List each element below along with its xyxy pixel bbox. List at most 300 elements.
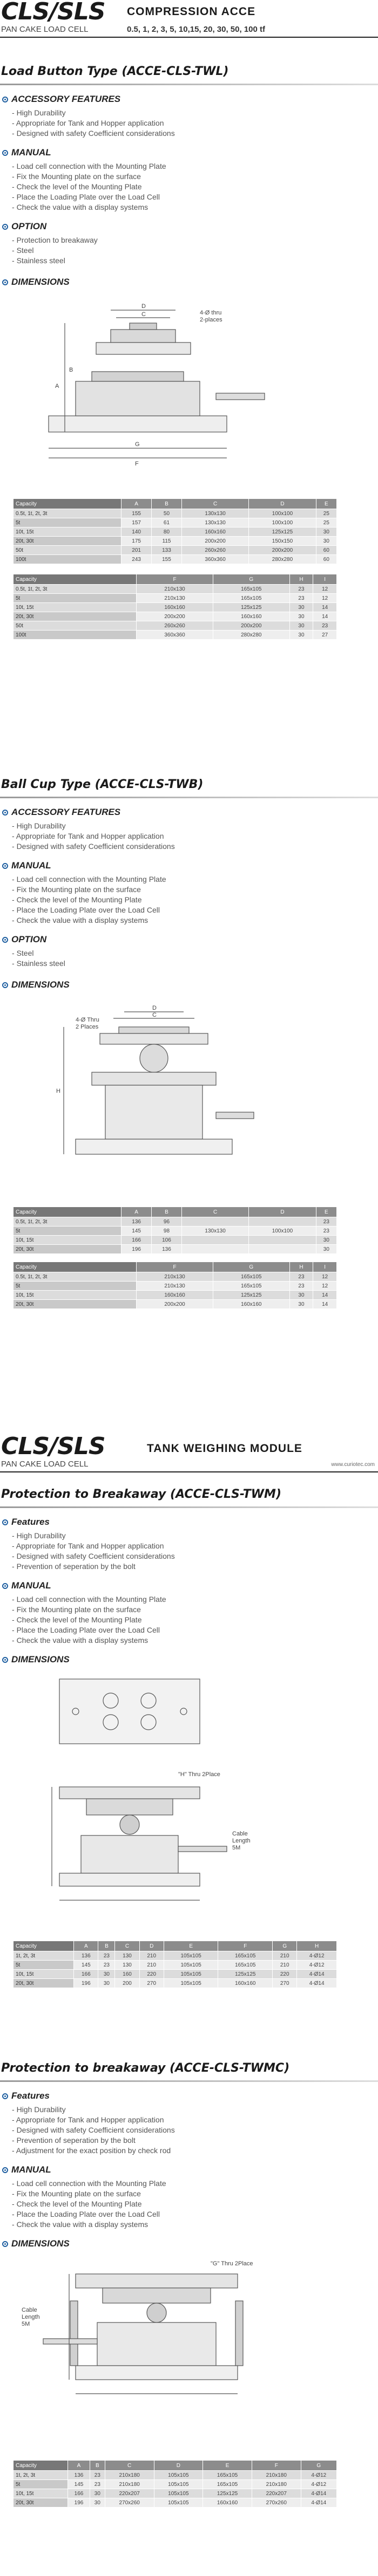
heading-features: Features xyxy=(11,1517,50,1527)
heading-dimensions: DIMENSIONS xyxy=(11,277,70,287)
cell: 60 xyxy=(316,555,336,564)
table-header: B xyxy=(90,2461,105,2471)
bullet-icon xyxy=(2,937,8,943)
label-f: F xyxy=(135,461,139,467)
cell: 100t xyxy=(14,555,122,564)
cell: 105x105 xyxy=(164,1979,218,1988)
cell: 136 xyxy=(122,1217,152,1227)
table-header: Capacity xyxy=(14,1941,74,1951)
cell: 280x280 xyxy=(249,555,316,564)
cell: 220x207 xyxy=(105,2489,154,2498)
table-header: B xyxy=(152,499,182,509)
cell: 5t xyxy=(14,594,137,603)
cell: 360x360 xyxy=(137,631,213,640)
cell: 105x105 xyxy=(154,2498,203,2508)
manual-list xyxy=(12,874,378,926)
table-row xyxy=(14,2498,337,2508)
table-row xyxy=(14,1282,337,1291)
list-item: - Check the level of the Mounting Plate xyxy=(12,182,378,192)
heading-manual: MANUAL xyxy=(11,147,51,157)
divider xyxy=(0,2080,378,2082)
table-header: Capacity xyxy=(14,574,137,585)
cell: 166 xyxy=(68,2489,90,2498)
cell: 30 xyxy=(289,631,313,640)
cell xyxy=(181,1217,248,1227)
cell: 30 xyxy=(289,621,313,631)
list-item: - Check the value with a display systems xyxy=(12,1635,378,1646)
table-row xyxy=(14,555,337,564)
cell: 165x105 xyxy=(213,1272,289,1282)
cell: 25 xyxy=(316,509,336,518)
list-item: - Load cell connection with the Mounting Plate xyxy=(12,874,378,885)
cell: 30 xyxy=(98,1979,115,1988)
cell: 4-Ø12 xyxy=(297,1961,337,1970)
spec-table xyxy=(13,1941,337,1988)
list-item: - Steel xyxy=(12,245,378,256)
cell: 160x160 xyxy=(137,1291,213,1300)
cell: 220 xyxy=(273,1970,297,1979)
list-item: - High Durability xyxy=(12,2105,378,2115)
table-header: E xyxy=(164,1941,218,1951)
table-header: D xyxy=(139,1941,164,1951)
list-item: - Fix the Mounting plate on the surface xyxy=(12,1605,378,1615)
heading-manual: MANUAL xyxy=(11,1580,51,1591)
cell: 125x125 xyxy=(249,527,316,537)
list-item: - Place the Loading Plate over the Load Cell xyxy=(12,1625,378,1635)
label-b: B xyxy=(69,367,73,373)
list-item: - High Durability xyxy=(12,108,378,118)
cell: 130x130 xyxy=(181,1227,248,1236)
cell xyxy=(181,1236,248,1245)
bullet-icon xyxy=(2,1519,8,1525)
cell: 210x130 xyxy=(137,594,213,603)
cell: 30 xyxy=(316,537,336,546)
list-item: - Check the level of the Mounting Plate xyxy=(12,1615,378,1625)
cell: 12 xyxy=(313,594,337,603)
spec-table xyxy=(13,2460,337,2508)
cell: 20t, 30t xyxy=(14,1300,137,1309)
cell: 196 xyxy=(74,1979,98,1988)
list-item: - Load cell connection with the Mounting Plate xyxy=(12,2178,378,2189)
cell: 1t, 2t, 3t xyxy=(14,2471,68,2480)
cell: 210x180 xyxy=(252,2471,301,2480)
cell: 130x130 xyxy=(181,518,248,527)
cell: 210 xyxy=(273,1961,297,1970)
table-header: H xyxy=(289,1262,313,1272)
label-d: D xyxy=(141,303,146,310)
capacity-list: 0.5, 1, 2, 3, 5, 10,15, 20, 30, 50, 100 tf xyxy=(127,25,266,34)
divider xyxy=(0,84,378,85)
cell: 210x180 xyxy=(252,2480,301,2489)
list-item: - Appropriate for Tank and Hopper application xyxy=(12,1541,378,1551)
cell: 133 xyxy=(152,546,182,555)
features-list xyxy=(12,2105,378,2156)
manual-list xyxy=(12,161,378,213)
table-header: A xyxy=(122,1207,152,1217)
spec-table-1 xyxy=(13,498,337,564)
heading-manual: MANUAL xyxy=(11,2164,51,2175)
cell: 1t, 2t, 3t xyxy=(14,1951,74,1961)
features-list xyxy=(12,1531,378,1572)
cell: 136 xyxy=(74,1951,98,1961)
list-item: - Designed with safety Coefficient considerations xyxy=(12,1551,378,1561)
label-g: G xyxy=(135,441,140,448)
cell: 270x260 xyxy=(105,2498,154,2508)
cell: 166 xyxy=(74,1970,98,1979)
cell: 105x105 xyxy=(164,1961,218,1970)
heading-accessory: ACCESSORY FEATURES xyxy=(11,94,121,104)
cell: 50t xyxy=(14,546,122,555)
table-row xyxy=(14,2480,337,2489)
table-header: H xyxy=(289,574,313,585)
cell: 23 xyxy=(316,1227,336,1236)
table-row xyxy=(14,1961,337,1970)
cell: 160x160 xyxy=(218,1979,273,1988)
list-item: - Fix the Mounting plate on the surface xyxy=(12,885,378,895)
cell: 243 xyxy=(122,555,152,564)
cell: 23 xyxy=(313,621,337,631)
cell: 5t xyxy=(14,1227,122,1236)
section-twmc xyxy=(0,2050,378,2508)
cell: 196 xyxy=(122,1245,152,1254)
cell: 23 xyxy=(90,2471,105,2480)
cell: 4-Ø12 xyxy=(297,1951,337,1961)
section-twm xyxy=(0,1476,378,1988)
cell: 4-Ø14 xyxy=(301,2498,336,2508)
label-holes: 4-Ø thru 2-places xyxy=(200,310,222,323)
table-row xyxy=(14,1272,337,1282)
cell: 270x260 xyxy=(252,2498,301,2508)
cell: 175 xyxy=(122,537,152,546)
accessory-list xyxy=(12,821,378,852)
table-header: G xyxy=(273,1941,297,1951)
list-item: - Check the level of the Mounting Plate xyxy=(12,2199,378,2209)
table-header: H xyxy=(297,1941,337,1951)
table-row xyxy=(14,1217,337,1227)
cell: 105x105 xyxy=(164,1951,218,1961)
label-c: C xyxy=(141,311,146,318)
table-row xyxy=(14,518,337,527)
cell: 140 xyxy=(122,527,152,537)
cell: 157 xyxy=(122,518,152,527)
option-list xyxy=(12,948,378,969)
bullet-icon xyxy=(2,810,8,816)
table-row xyxy=(14,537,337,546)
cell: 30 xyxy=(90,2498,105,2508)
bullet-icon xyxy=(2,982,8,988)
cell: 360x360 xyxy=(181,555,248,564)
list-item: - Stainless steel xyxy=(12,256,378,266)
cell: 12 xyxy=(313,585,337,594)
table-header: D xyxy=(249,499,316,509)
cell: 23 xyxy=(289,1272,313,1282)
cell: 160x160 xyxy=(181,527,248,537)
cell: 10t, 15t xyxy=(14,1291,137,1300)
cell: 20t, 30t xyxy=(14,537,122,546)
cell: 0.5t, 1t, 2t, 3t xyxy=(14,585,137,594)
table-header: A xyxy=(74,1941,98,1951)
subtitle: PAN CAKE LOAD CELL xyxy=(1,1460,89,1469)
bullet-icon xyxy=(2,863,8,869)
cell: 98 xyxy=(152,1227,182,1236)
list-item: - Fix the Mounting plate on the surface xyxy=(12,172,378,182)
cell xyxy=(249,1245,316,1254)
cell: 105x105 xyxy=(154,2480,203,2489)
table-row xyxy=(14,527,337,537)
spec-table-2 xyxy=(13,574,337,640)
table-header: F xyxy=(137,1262,213,1272)
cell: 210x180 xyxy=(105,2471,154,2480)
cell: 200x200 xyxy=(181,537,248,546)
cell: 200 xyxy=(115,1979,139,1988)
table-header: F xyxy=(218,1941,273,1951)
dimension-drawing xyxy=(0,2252,378,2457)
table-row xyxy=(14,603,337,612)
cell: 145 xyxy=(68,2480,90,2489)
table-header: C xyxy=(181,1207,248,1217)
table-header: B xyxy=(98,1941,115,1951)
bullet-icon xyxy=(2,2167,8,2173)
bullet-icon xyxy=(2,224,8,230)
module-title: COMPRESSION ACCE xyxy=(127,5,256,18)
cell: 145 xyxy=(74,1961,98,1970)
cell: 20t, 30t xyxy=(14,612,137,621)
cell: 210 xyxy=(139,1951,164,1961)
cell: 4-Ø12 xyxy=(301,2471,336,2480)
table-header: Capacity xyxy=(14,499,122,509)
cell: 4-Ø14 xyxy=(297,1979,337,1988)
table-header: Capacity xyxy=(14,1207,122,1217)
cell: 210 xyxy=(273,1951,297,1961)
heading-dimensions: DIMENSIONS xyxy=(11,979,70,990)
cell: 4-Ø14 xyxy=(297,1970,337,1979)
list-item: - Check the value with a display systems xyxy=(12,2219,378,2230)
cell: 30 xyxy=(316,1245,336,1254)
cell: 220x207 xyxy=(252,2489,301,2498)
table-header: G xyxy=(301,2461,336,2471)
list-item: - Appropriate for Tank and Hopper application xyxy=(12,118,378,128)
table-header: C xyxy=(181,499,248,509)
dimension-drawing xyxy=(0,1668,378,1938)
cell: 14 xyxy=(313,1300,337,1309)
bullet-icon xyxy=(2,150,8,156)
list-item: - Place the Loading Plate over the Load Cell xyxy=(12,192,378,202)
cell: 50t xyxy=(14,621,137,631)
cell: 23 xyxy=(289,594,313,603)
table-row xyxy=(14,2471,337,2480)
model-title: CLS/SLS xyxy=(1,1433,105,1460)
table-row xyxy=(14,631,337,640)
label-a: A xyxy=(55,383,59,389)
cell: 166 xyxy=(122,1236,152,1245)
cell: 160x160 xyxy=(137,603,213,612)
cell: 160x160 xyxy=(213,1300,289,1309)
cell xyxy=(249,1236,316,1245)
cell: 30 xyxy=(90,2489,105,2498)
cell: 14 xyxy=(313,603,337,612)
cell: 270 xyxy=(139,1979,164,1988)
list-item: - Protection to breakaway xyxy=(12,235,378,245)
header-tank-weighing xyxy=(0,1435,378,1472)
cell: 100x100 xyxy=(249,518,316,527)
cell: 30 xyxy=(98,1970,115,1979)
cell: 60 xyxy=(316,546,336,555)
list-item: - Adjustment for the exact position by check rod xyxy=(12,2146,378,2156)
dimension-drawing xyxy=(0,291,378,496)
table-header: E xyxy=(316,499,336,509)
table-header: A xyxy=(68,2461,90,2471)
table-row xyxy=(14,594,337,603)
list-item: - High Durability xyxy=(12,1531,378,1541)
list-item: - Load cell connection with the Mounting Plate xyxy=(12,1594,378,1605)
cell: 220 xyxy=(139,1970,164,1979)
bullet-icon xyxy=(2,2241,8,2247)
cell xyxy=(181,1245,248,1254)
label-h: H xyxy=(56,1088,60,1094)
table-header: G xyxy=(213,1262,289,1272)
heading-manual: MANUAL xyxy=(11,860,51,871)
cell: 0.5t, 1t, 2t, 3t xyxy=(14,509,122,518)
list-item: - Prevention of seperation by the bolt xyxy=(12,1561,378,1572)
cell: 96 xyxy=(152,1217,182,1227)
list-item: - Stainless steel xyxy=(12,958,378,969)
table-row xyxy=(14,1970,337,1979)
cell: 130 xyxy=(115,1961,139,1970)
section-ball-cup xyxy=(0,766,378,1309)
label-c: C xyxy=(152,1012,157,1018)
list-item: - Place the Loading Plate over the Load Cell xyxy=(12,905,378,915)
cell: 165x105 xyxy=(213,585,289,594)
cell: 160x160 xyxy=(213,612,289,621)
cell: 100t xyxy=(14,631,137,640)
label-holes: "G" Thru 2Place xyxy=(211,2260,253,2267)
cell: 165x105 xyxy=(218,1961,273,1970)
cell: 4-Ø14 xyxy=(301,2489,336,2498)
cell: 10t, 15t xyxy=(14,1236,122,1245)
table-header: F xyxy=(252,2461,301,2471)
cell: 20t, 30t xyxy=(14,1245,122,1254)
model-title: CLS/SLS xyxy=(1,0,105,25)
cell: 50 xyxy=(152,509,182,518)
list-item: - Appropriate for Tank and Hopper application xyxy=(12,831,378,841)
cell: 160 xyxy=(115,1970,139,1979)
label-holes: 4-Ø Thru 2 Places xyxy=(76,1017,99,1030)
cell: 125x125 xyxy=(203,2489,252,2498)
cell: 145 xyxy=(122,1227,152,1236)
option-list xyxy=(12,235,378,266)
cell: 10t, 15t xyxy=(14,2489,68,2498)
manual-list xyxy=(12,1594,378,1646)
heading-option: OPTION xyxy=(11,221,47,231)
label-cable: Cable Length 5M xyxy=(232,1831,251,1851)
cell: 200x200 xyxy=(249,546,316,555)
cell: 10t, 15t xyxy=(14,1970,74,1979)
list-item: - Designed with safety Coefficient considerations xyxy=(12,2125,378,2135)
cell: 200x200 xyxy=(137,1300,213,1309)
cell: 165x105 xyxy=(218,1951,273,1961)
spec-table-2 xyxy=(13,1262,337,1309)
cell: 20t, 30t xyxy=(14,2498,68,2508)
list-item: - Designed with safety Coefficient considerations xyxy=(12,128,378,139)
table-header: A xyxy=(122,499,152,509)
cell: 0.5t, 1t, 2t, 3t xyxy=(14,1217,122,1227)
cell: 30 xyxy=(289,1300,313,1309)
cell: 130x130 xyxy=(181,509,248,518)
cell: 105x105 xyxy=(154,2489,203,2498)
cell: 30 xyxy=(289,1291,313,1300)
table-row xyxy=(14,1979,337,1988)
cell: 5t xyxy=(14,1961,74,1970)
cell: 106 xyxy=(152,1236,182,1245)
cell: 125x125 xyxy=(213,1291,289,1300)
list-item: - Check the value with a display systems xyxy=(12,202,378,213)
manual-list xyxy=(12,2178,378,2230)
table-row xyxy=(14,1227,337,1236)
cell: 61 xyxy=(152,518,182,527)
bullet-icon xyxy=(2,1583,8,1589)
table-row xyxy=(14,2489,337,2498)
cell: 100x100 xyxy=(249,1227,316,1236)
label-holes: "H" Thru 2Place xyxy=(178,1771,220,1778)
cell: 10t, 15t xyxy=(14,603,137,612)
cell: 23 xyxy=(98,1951,115,1961)
cell: 20t, 30t xyxy=(14,1979,74,1988)
list-item: - Steel xyxy=(12,948,378,958)
table-row xyxy=(14,1245,337,1254)
cell: 201 xyxy=(122,546,152,555)
cell: 23 xyxy=(289,585,313,594)
cell: 4-Ø12 xyxy=(301,2480,336,2489)
divider xyxy=(0,1506,378,1508)
cell: 5t xyxy=(14,518,122,527)
section-title: Load Button Type (ACCE-CLS-TWL) xyxy=(1,65,229,78)
table-row xyxy=(14,509,337,518)
table-header: Capacity xyxy=(14,2461,68,2471)
cell: 23 xyxy=(90,2480,105,2489)
table-header: F xyxy=(137,574,213,585)
list-item: - Appropriate for Tank and Hopper application xyxy=(12,2115,378,2125)
label-d: D xyxy=(152,1005,157,1011)
cell: 30 xyxy=(316,527,336,537)
cell: 210x180 xyxy=(105,2480,154,2489)
dimension-drawing xyxy=(0,994,378,1204)
heading-dimensions: DIMENSIONS xyxy=(11,1654,70,1664)
heading-option: OPTION xyxy=(11,934,47,944)
cell: 27 xyxy=(313,631,337,640)
cell: 136 xyxy=(68,2471,90,2480)
cell: 125x125 xyxy=(218,1970,273,1979)
table-row xyxy=(14,585,337,594)
cell: 260x260 xyxy=(137,621,213,631)
cell: 270 xyxy=(273,1979,297,1988)
label-cable: Cable Length 5M xyxy=(22,2307,40,2327)
list-item: - Prevention of seperation by the bolt xyxy=(12,2135,378,2146)
cell: 115 xyxy=(152,537,182,546)
heading-features: Features xyxy=(11,2091,50,2101)
cell: 10t, 15t xyxy=(14,527,122,537)
list-item: - Check the level of the Mounting Plate xyxy=(12,895,378,905)
cell: 165x105 xyxy=(213,1282,289,1291)
cell: 210x130 xyxy=(137,585,213,594)
cell: 25 xyxy=(316,518,336,527)
table-row xyxy=(14,1291,337,1300)
cell: 105x105 xyxy=(164,1970,218,1979)
cell: 30 xyxy=(289,612,313,621)
table-row xyxy=(14,1236,337,1245)
table-header: E xyxy=(316,1207,336,1217)
table-header: I xyxy=(313,574,337,585)
bullet-icon xyxy=(2,1657,8,1663)
